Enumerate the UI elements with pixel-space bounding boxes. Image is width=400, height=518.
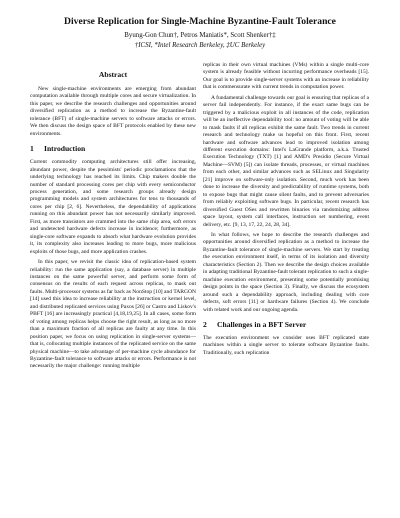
section-number: 1 <box>30 144 34 154</box>
abstract-text: New single-machine environments are emerging from abundant computation available through multiple cores and secure virtualization. In this paper, we describe the research challenges and opportunities around diversified replication as a method to increase the Byzantine-fault tolerance (BFT) of single-machine servers to software attacks or errors. We then discuss the design space of BFT protocols enabled by these new environments. <box>30 86 196 137</box>
intro-paragraph-2: In this paper, we revisit the classic idea of replication-based system reliability: run the same application (say, a database server) in multiple instances on the same powerful server, and perform some form of consensus on the results of each request across replicas, to mask out faults. Multi-processor systems as far back as NonStop [10] and TARGON [14] used this idea to increase reliability at the instruction or kernel level, and distributed replicated services using Paxos [26] or Castro and Liskov's PBFT [16] are increasingly practical [4,18,19,25]. In all cases, some form of voting among replicas helps choose the right result, as long as no more than a maximum fraction of all replicas are faulty at any time. In this position paper, we focus on using replication in single-server systems—that is, collocating multiple instances of the replicated service on the same physical machine—to take advantage of per-machine cycle abundance for Byzantine-fault tolerance to software attacks or errors. Performance is not necessarily the major challenge: running multiple <box>30 259 196 370</box>
section-title: Introduction <box>44 144 86 154</box>
intro-paragraph-1: Current commodity computing architectures still offer increasing, abundant power, despite the pessimists' periodic proclamations that the underlying technology has reached its limits. Chip makers double the number of standard processing cores per chip with every semiconductor process generation, and some research groups already design programming models and system architectures for tens to thousands of cores per chip [2, 6]. Nevertheless, the dependability of applications running on this abundant power has not necessarily similarly improved. First, as more transistors are crammed into the same chip area, soft errors and undetected hardware defects increase in incidence; furthermore, as single-core software expands to absorb what hardware evolution provides it, its complexity also increases leading to more bugs, more malicious exploits of those bugs, and more application crashes. <box>30 159 196 255</box>
intro-paragraph-3: replicas in their own virtual machines (VMs) within a single multi-core system is already feasible without incurring performance overheads [15]. Our goal is to provide single-server systems with an increase in reliability that is commensurate with current trends in computation power. <box>203 62 369 91</box>
intro-paragraph-5: In what follows, we hope to describe the research challenges and opportunities around diversified replication as a method to increase the Byzantine-fault tolerance of single-machine servers. We start by treating the execution environment itself, in terms of its isolation and diversity characteristics (Section 2). Then we describe the design choices available in adapting traditional Byzantine-fault tolerant replication to such a single-machine execution environment, presenting some potentially promising design points in the space (Section 3). Finally, we discuss the ecosystem around such a dependability approach, including dealing with core defects, soft errors [11] or hardware failures (Section 4). We conclude with related work and our ongoing agenda. <box>203 231 369 313</box>
intro-paragraph-4: A fundamental challenge towards our goal is ensuring that replicas of a server fail independently. For instance, if the exact same bugs can be triggered by a malicious exploit in all instances of the code, replication will be an ineffective dependability tool: no amount of voting will be able to mask faults if all replicas exhibit the same fault. Two trends in current research and technology make us hopeful on this front. First, recent hardware and software advances lead to improved isolation among different execution domains: Intel's LaGrande platform, a.k.a. Trusted Execution Technology (TXT) [1] and AMD's Presidio (Secure Virtual Machine—SVM) [5]) can isolate threads, processes, or virtual machines from each other, and similar advances such as SELinux and Singularity [21] improve on software-only isolation. Second, much work has been done to increase the diversity and predictability of runtime systems, both to expose bugs that might cause silent faults, and to prevent adversaries from reliably exploiting software bugs. In particular, recent research has diversified Guest OSes and rewritten binaries via randomizing address space layout, system call interfaces, instruction set numbering, event delivery, etc. [9, 13, 17, 22, 24, 28, 34]. <box>203 94 369 228</box>
abstract-heading: Abstract <box>98 70 128 79</box>
right-column <box>203 62 369 357</box>
section-title: Challenges in a BFT Server <box>217 319 307 329</box>
section-heading-introduction <box>30 144 196 154</box>
section-number: 2 <box>203 319 207 329</box>
paper-title: Diverse Replication for Single-Machine Byzantine-Fault Tolerance <box>64 16 336 27</box>
paper-authors: Byung-Gon Chun†, Petros Maniatis*, Scott Shenker†‡ <box>124 32 276 39</box>
left-column <box>30 62 196 371</box>
paper-affiliations: †ICSI, *Intel Research Berkeley, ‡UC Berkeley <box>134 42 266 49</box>
section2-paragraph-1: The execution environment we consider uses BFT replicated state machines within a single server to tolerate software Byzantine faults. Traditionally, such replication <box>203 334 369 356</box>
section-heading-challenges <box>203 320 369 330</box>
